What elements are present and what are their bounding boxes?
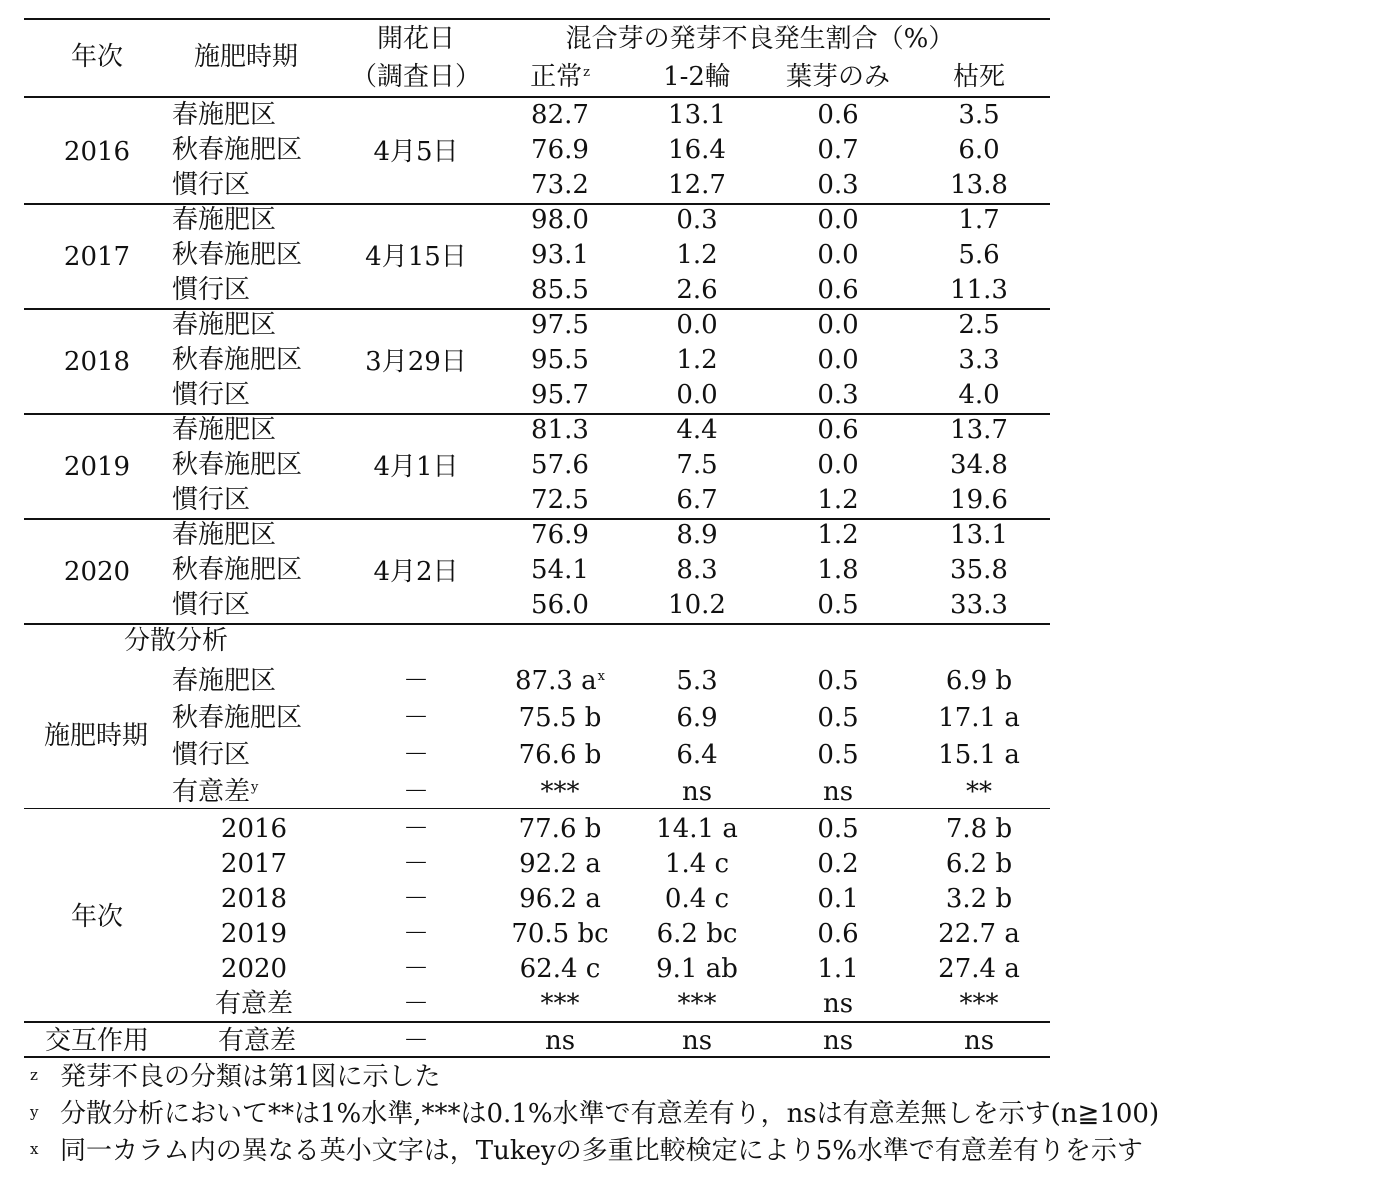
- value-1-2: 7.5: [676, 450, 718, 480]
- plot-label: 秋春施肥区: [172, 345, 303, 375]
- footnote-mark-z: z: [583, 65, 590, 80]
- anova-value-dead: 6.2 b: [945, 849, 1013, 879]
- anova-year-row-label: 2017: [220, 849, 288, 879]
- plot-label: 春施肥区: [172, 520, 277, 550]
- value-normal: 76.9: [531, 135, 589, 165]
- value-1-2: 2.6: [676, 275, 718, 305]
- anova-year-row-label: 2018: [220, 884, 288, 914]
- value-normal: 57.6: [531, 450, 589, 480]
- value-normal: 81.3: [531, 415, 589, 445]
- footnote-text: 分散分析において**は1%水準,***は0.1%水準で有意差有り，nsは有意差無しを示す(n≧100): [60, 1099, 1160, 1129]
- anova-value-1-2: 5.3: [676, 666, 718, 696]
- anova-value-leaf-only: ns: [822, 777, 854, 807]
- bloom-date: 4月15日: [365, 242, 467, 272]
- value-normal: 73.2: [531, 170, 589, 200]
- value-leaf-only: 0.3: [817, 380, 859, 410]
- header-bloom-date: 開花日: [376, 24, 456, 54]
- value-normal: 95.7: [531, 380, 589, 410]
- anova-value-1-2: 6.2 bc: [656, 919, 738, 949]
- footnote: [30, 1099, 1159, 1129]
- anova-date-dash: －: [402, 814, 430, 844]
- anova-year-row-label: 2020: [220, 954, 288, 984]
- value-normal: 54.1: [531, 555, 589, 585]
- anova-timing-row-label: 有意差$^y$: [172, 777, 259, 807]
- value-dead: 2.5: [958, 310, 1000, 340]
- value-1-2: 1.2: [676, 240, 718, 270]
- value-leaf-only: 0.0: [817, 205, 859, 235]
- interaction-normal: ns: [544, 1026, 576, 1056]
- footnote-text: 発芽不良の分類は第1図に示した: [60, 1062, 441, 1092]
- plot-label: 春施肥区: [172, 310, 277, 340]
- plot-label: 慣行区: [172, 275, 251, 305]
- footnote-text: 同一カラム内の異なる英小文字は，Tukeyの多重比較検定により5%水準で有意差有りを示す: [60, 1136, 1143, 1166]
- value-dead: 3.5: [958, 100, 1000, 130]
- value-leaf-only: 0.0: [817, 310, 859, 340]
- table-top-rule: [24, 18, 1050, 20]
- value-1-2: 0.0: [676, 310, 718, 340]
- anova-value-dead: **: [966, 777, 992, 807]
- value-normal: 82.7: [531, 100, 589, 130]
- anova-value-dead: 22.7 a: [938, 919, 1020, 949]
- anova-timing-row-label: 慣行区: [172, 740, 251, 770]
- value-normal: 72.5: [531, 485, 589, 515]
- anova-value-leaf-only: 1.1: [817, 954, 859, 984]
- value-1-2: 0.3: [676, 205, 718, 235]
- anova-date-dash: －: [402, 740, 430, 770]
- value-normal: 93.1: [531, 240, 589, 270]
- value-leaf-only: 0.0: [817, 450, 859, 480]
- anova-value-normal: 96.2 a: [519, 884, 601, 914]
- value-leaf-only: 1.2: [817, 485, 859, 515]
- value-dead: 4.0: [958, 380, 1000, 410]
- year-label: 2016: [63, 137, 131, 167]
- header-year: 年次: [70, 42, 124, 72]
- value-1-2: 10.2: [668, 590, 726, 620]
- value-leaf-only: 0.7: [817, 135, 859, 165]
- anova-date-dash: －: [402, 989, 430, 1019]
- anova-value-normal: 75.5 b: [518, 703, 602, 733]
- value-1-2: 8.9: [676, 520, 718, 550]
- anova-value-dead: ***: [959, 989, 999, 1019]
- footnote-mark: z: [30, 1066, 38, 1084]
- plot-label: 慣行区: [172, 590, 251, 620]
- anova-value-leaf-only: 0.5: [817, 703, 859, 733]
- value-normal: 97.5: [531, 310, 589, 340]
- value-leaf-only: 0.5: [817, 590, 859, 620]
- anova-date-dash: －: [402, 666, 430, 696]
- plot-label: 秋春施肥区: [172, 450, 303, 480]
- anova-value-1-2: ns: [681, 777, 713, 807]
- anova-date-dash: －: [402, 884, 430, 914]
- interaction-dead: ns: [963, 1026, 995, 1056]
- header-dead: 枯死: [952, 62, 1006, 92]
- anova-value-dead: 27.4 a: [938, 954, 1020, 984]
- plot-label: 春施肥区: [172, 415, 277, 445]
- plot-label: 秋春施肥区: [172, 240, 303, 270]
- value-leaf-only: 0.6: [817, 415, 859, 445]
- value-1-2: 6.7: [676, 485, 718, 515]
- plot-label: 慣行区: [172, 485, 251, 515]
- header-timing: 施肥時期: [193, 42, 299, 72]
- year-label: 2018: [63, 347, 131, 377]
- anova-value-dead: 17.1 a: [938, 703, 1020, 733]
- anova-timing-label: 施肥時期: [43, 721, 149, 751]
- anova-date-dash: －: [402, 919, 430, 949]
- footnote: [30, 1136, 1143, 1166]
- value-dead: 13.8: [950, 170, 1008, 200]
- value-leaf-only: 0.0: [817, 240, 859, 270]
- footnote-mark-y: y: [251, 780, 259, 795]
- anova-value-leaf-only: 0.2: [817, 849, 859, 879]
- value-dead: 5.6: [958, 240, 1000, 270]
- plot-label: 慣行区: [172, 170, 251, 200]
- interaction-leaf-only: ns: [822, 1026, 854, 1056]
- anova-value-normal: ***: [540, 989, 580, 1019]
- anova-value-1-2: 6.4: [676, 740, 718, 770]
- value-normal: 76.9: [531, 520, 589, 550]
- anova-title: 分散分析: [124, 626, 229, 656]
- bloom-date: 4月1日: [373, 452, 459, 482]
- anova-year-rule: [24, 1021, 1050, 1023]
- footnote-mark-x: x: [597, 669, 605, 684]
- value-1-2: 0.0: [676, 380, 718, 410]
- anova-date-dash: －: [402, 777, 430, 807]
- anova-year-row-label: 2016: [220, 814, 288, 844]
- value-dead: 35.8: [950, 555, 1008, 585]
- bloom-date: 3月29日: [365, 347, 467, 377]
- value-normal: 85.5: [531, 275, 589, 305]
- year-label: 2019: [63, 452, 131, 482]
- value-dead: 11.3: [950, 275, 1008, 305]
- anova-timing-row-label: 秋春施肥区: [172, 703, 303, 733]
- plot-label: 春施肥区: [172, 205, 277, 235]
- interaction-sub-label: 有意差: [217, 1026, 297, 1056]
- anova-year-row-label: 2019: [220, 919, 288, 949]
- year-block-rule: [24, 623, 1050, 625]
- header-group: 混合芽の発芽不良発生割合（%）: [565, 24, 955, 54]
- header-1-2: 1-2輪: [663, 62, 731, 92]
- anova-timing-rule: [24, 808, 1050, 809]
- value-1-2: 4.4: [676, 415, 718, 445]
- value-normal: 98.0: [531, 205, 589, 235]
- value-leaf-only: 0.0: [817, 345, 859, 375]
- value-dead: 19.6: [950, 485, 1008, 515]
- value-dead: 1.7: [958, 205, 1000, 235]
- value-dead: 33.3: [950, 590, 1008, 620]
- footnote-mark: x: [30, 1140, 39, 1158]
- value-leaf-only: 1.8: [817, 555, 859, 585]
- value-1-2: 13.1: [668, 100, 726, 130]
- anova-value-dead: 6.9 b: [945, 666, 1013, 696]
- anova-date-dash: －: [402, 849, 430, 879]
- anova-value-dead: 3.2 b: [945, 884, 1013, 914]
- anova-value-1-2: 1.4 c: [664, 849, 730, 879]
- plot-label: 秋春施肥区: [172, 135, 303, 165]
- year-label: 2020: [63, 557, 131, 587]
- data-table: [24, 18, 1050, 1058]
- anova-value-normal: ***: [540, 777, 580, 807]
- anova-date-dash: －: [402, 703, 430, 733]
- anova-value-leaf-only: 0.5: [817, 666, 859, 696]
- value-leaf-only: 0.6: [817, 100, 859, 130]
- anova-value-normal: 76.6 b: [518, 740, 602, 770]
- anova-value-1-2: 9.1 ab: [656, 954, 738, 984]
- anova-value-leaf-only: 0.1: [817, 884, 859, 914]
- value-leaf-only: 0.3: [817, 170, 859, 200]
- anova-value-1-2: 0.4 c: [664, 884, 730, 914]
- header-normal: 正常$^z$: [530, 62, 590, 92]
- anova-value-leaf-only: 0.5: [817, 814, 859, 844]
- table-bottom-rule: [24, 1056, 1050, 1058]
- anova-value-dead: 7.8 b: [945, 814, 1013, 844]
- anova-value-leaf-only: 0.6: [817, 919, 859, 949]
- anova-value-leaf-only: ns: [822, 989, 854, 1019]
- plot-label: 慣行区: [172, 380, 251, 410]
- header-survey-date: （調査日）: [350, 62, 482, 92]
- year-label: 2017: [63, 242, 131, 272]
- footnote-mark: y: [30, 1103, 39, 1121]
- anova-value-normal: 92.2 a: [519, 849, 601, 879]
- anova-year-label: 年次: [70, 902, 124, 932]
- value-dead: 6.0: [958, 135, 1000, 165]
- bloom-date: 4月5日: [373, 137, 459, 167]
- value-leaf-only: 0.6: [817, 275, 859, 305]
- value-1-2: 16.4: [668, 135, 726, 165]
- anova-value-1-2: ***: [677, 989, 717, 1019]
- header-leaf-only: 葉芽のみ: [785, 62, 891, 92]
- footnote: [30, 1062, 441, 1092]
- anova-value-normal: 62.4 c: [519, 954, 601, 984]
- anova-year-row-label: 有意差: [214, 989, 294, 1019]
- plot-label: 秋春施肥区: [172, 555, 303, 585]
- anova-value-dead: 15.1 a: [938, 740, 1020, 770]
- header-rule: [24, 96, 1050, 98]
- value-dead: 3.3: [958, 345, 1000, 375]
- value-1-2: 1.2: [676, 345, 718, 375]
- anova-value-normal: 87.3 $a^x$: [515, 666, 605, 696]
- anova-value-normal: 70.5 bc: [511, 919, 609, 949]
- value-1-2: 12.7: [668, 170, 726, 200]
- value-leaf-only: 1.2: [817, 520, 859, 550]
- value-normal: 95.5: [531, 345, 589, 375]
- anova-date-dash: －: [402, 954, 430, 984]
- plot-label: 春施肥区: [172, 100, 277, 130]
- value-1-2: 8.3: [676, 555, 718, 585]
- interaction-label: 交互作用: [44, 1026, 150, 1056]
- anova-value-leaf-only: 0.5: [817, 740, 859, 770]
- anova-value-1-2: 6.9: [676, 703, 718, 733]
- anova-value-normal: 77.6 b: [518, 814, 602, 844]
- anova-value-1-2: 14.1 a: [656, 814, 738, 844]
- value-dead: 34.8: [950, 450, 1008, 480]
- bloom-date: 4月2日: [373, 557, 459, 587]
- value-dead: 13.1: [950, 520, 1008, 550]
- interaction-date-dash: －: [402, 1026, 430, 1056]
- value-dead: 13.7: [950, 415, 1008, 445]
- interaction-1-2: ns: [681, 1026, 713, 1056]
- anova-timing-row-label: 春施肥区: [172, 666, 277, 696]
- value-normal: 56.0: [531, 590, 589, 620]
